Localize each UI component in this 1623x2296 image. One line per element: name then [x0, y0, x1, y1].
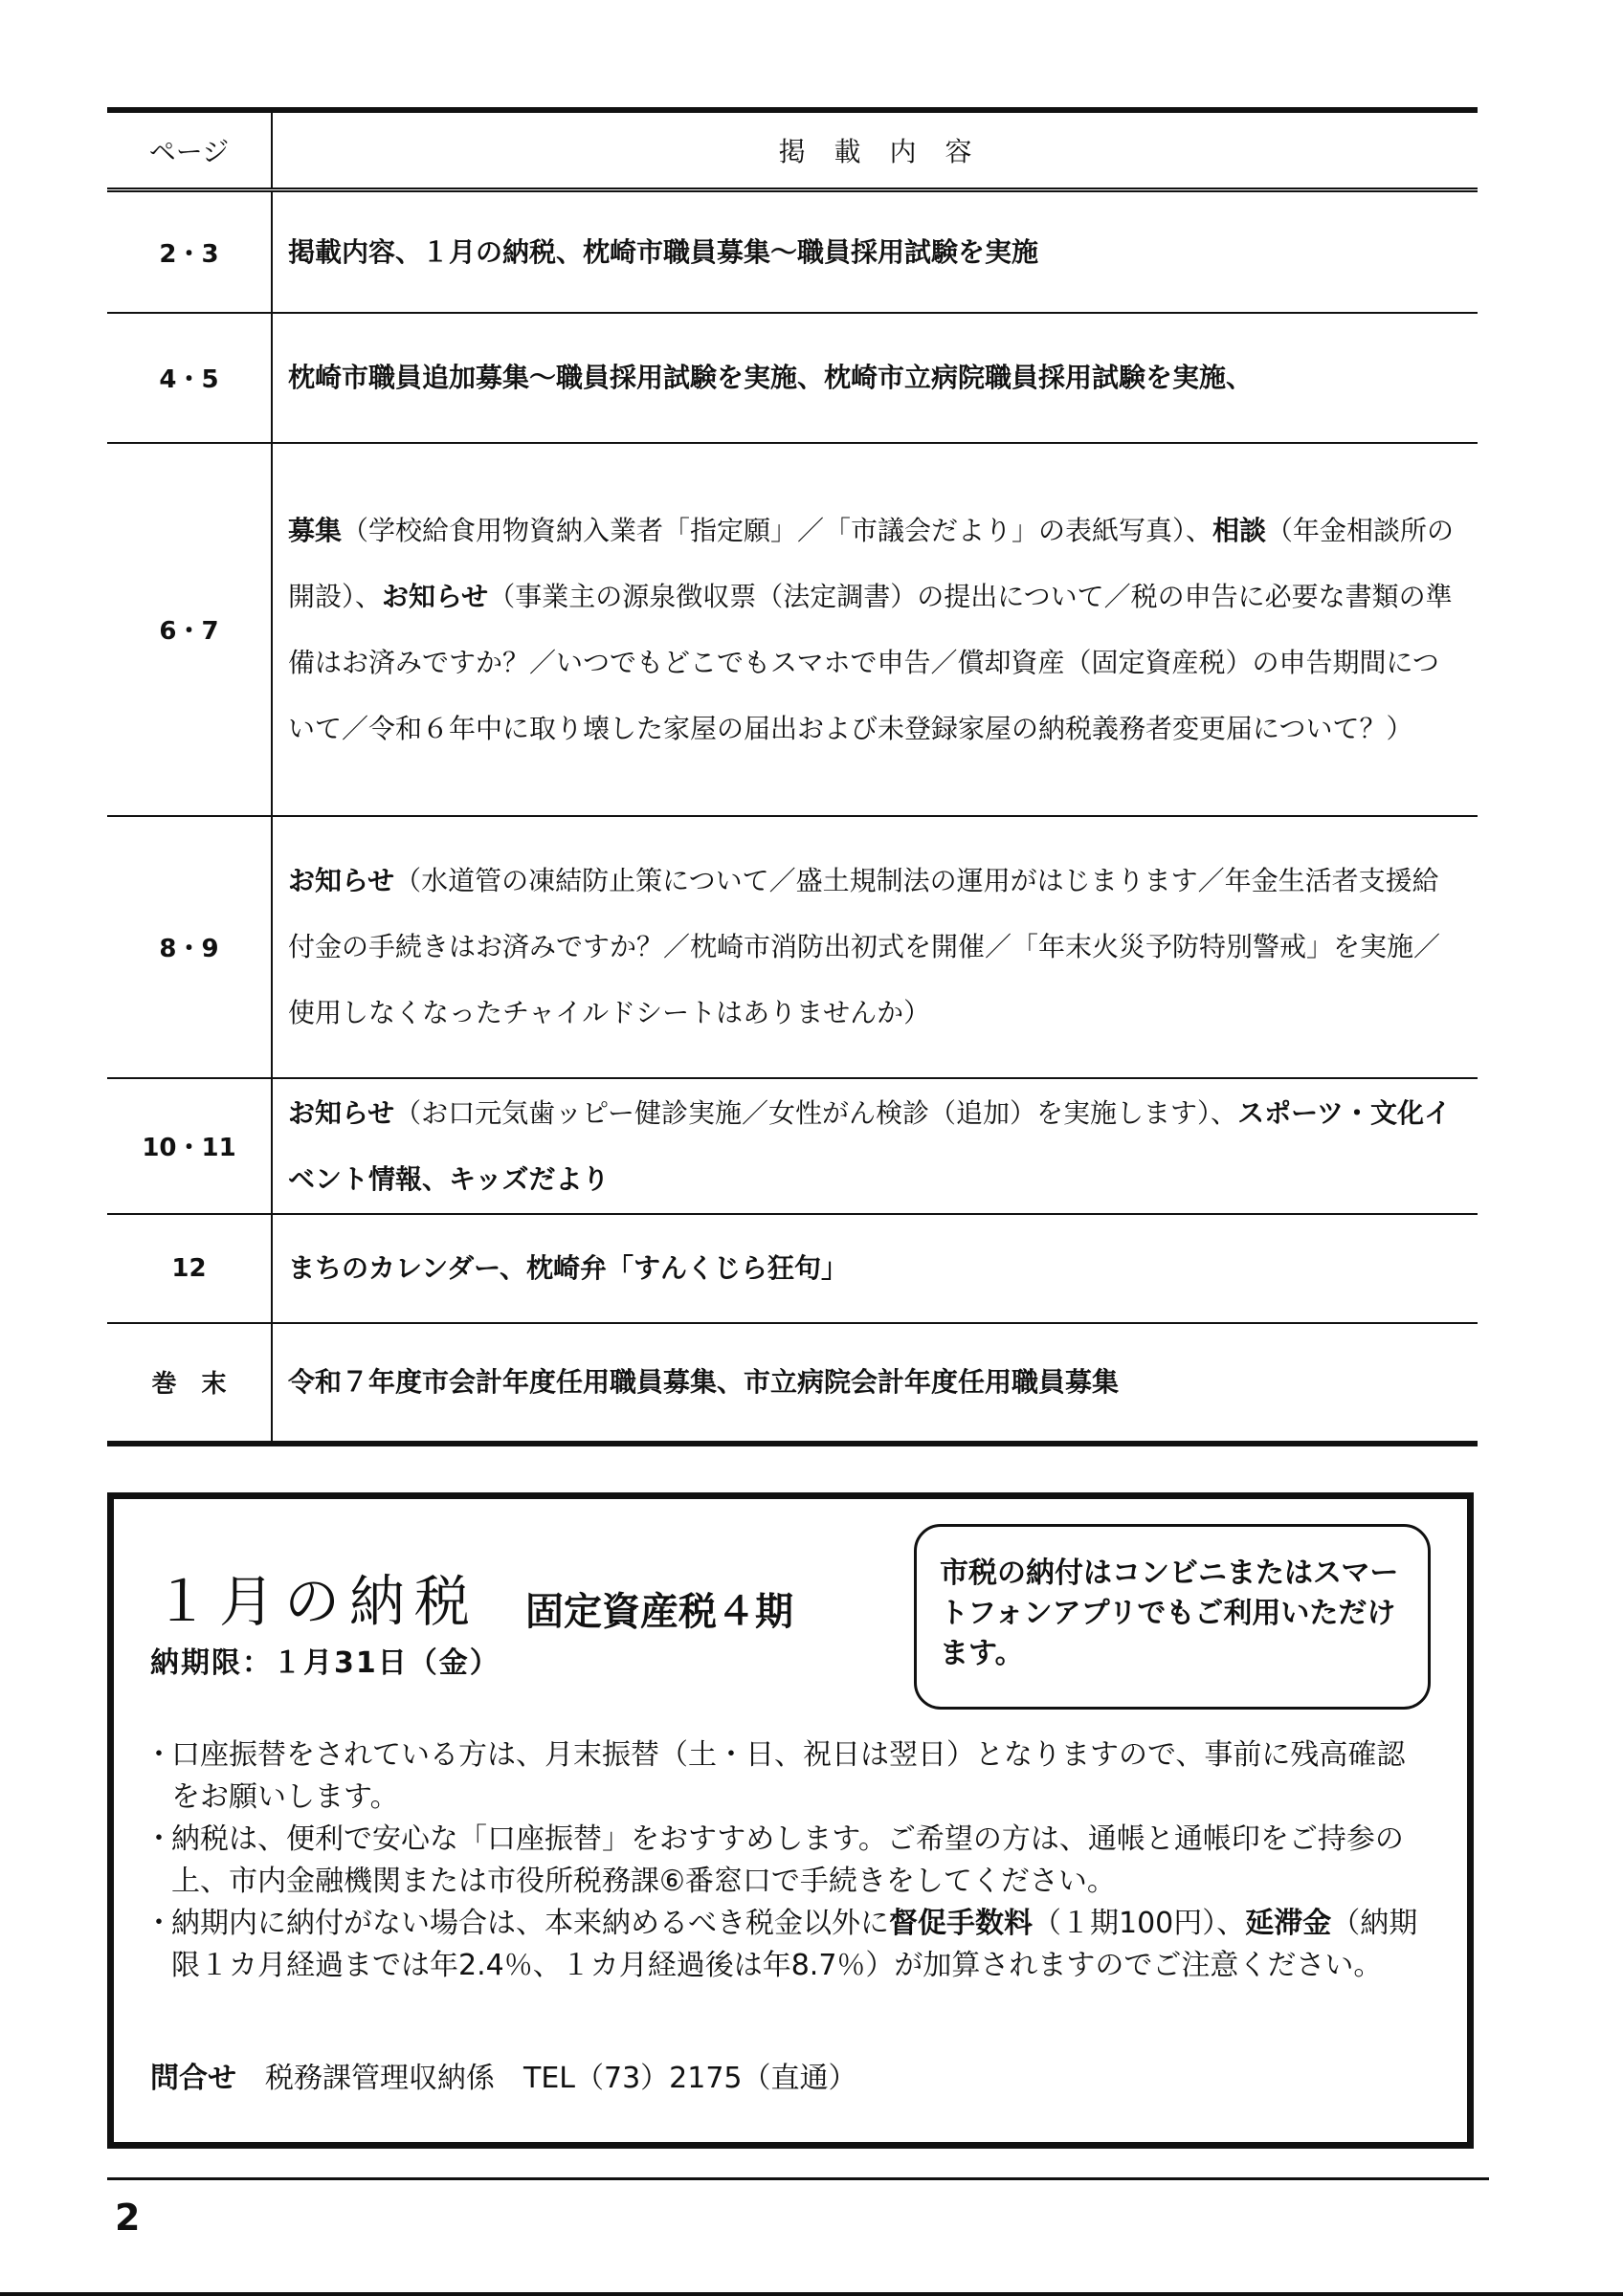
contents-table [107, 107, 1478, 1446]
row-content: 枕崎市職員追加募集～職員採用試験を実施、枕崎市立病院職員採用試験を実施、 [272, 313, 1478, 443]
contact-dept: 税務課管理収納係 [265, 2062, 495, 2095]
payment-callout: 市税の納付はコンビニまたはスマートフォンアプリでもご利用いただけます。 [914, 1524, 1431, 1710]
row-page: 6・7 [107, 443, 272, 816]
table-row [107, 190, 1478, 313]
notice-list [150, 1734, 1423, 1987]
contact-tel: TEL（73）2175（直通） [523, 2062, 857, 2095]
notice-subtitle: 固定資産税４期 [525, 1590, 793, 1634]
row-page: 4・5 [107, 313, 272, 443]
contact-label: 問合せ [150, 2062, 236, 2095]
list-item: ・ 納税は、便利で安心な「口座振替」をおすすめします。ご希望の方は、通帳と通帳印をご持参の上、市内金融機関または市役所税務課⑥番窓口で手続きをしてください。 [150, 1819, 1423, 1903]
row-page: 10・11 [107, 1078, 272, 1214]
table-row [107, 313, 1478, 443]
table-row [107, 816, 1478, 1078]
row-page: 8・9 [107, 816, 272, 1078]
header-page: ページ [107, 110, 272, 190]
table-row [107, 1214, 1478, 1323]
bottom-edge-line [0, 2292, 1623, 2296]
row-page: 2・3 [107, 190, 272, 313]
row-content: お知らせ（水道管の凍結防止策について／盛土規制法の運用がはじまります／年金生活者支援給付金の手続きはお済みですか？／枕崎市消防出初式を開催／「年末火災予防特別警戒」を実施／使用しなくなったチャイルドシートはありませんか） [272, 816, 1478, 1078]
row-content: 令和７年度市会計年度任用職員募集、市立病院会計年度任用職員募集 [272, 1323, 1478, 1444]
contact-info [150, 2054, 857, 2096]
table-row [107, 443, 1478, 816]
row-content: お知らせ（お口元気歯ッピー健診実施／女性がん検診（追加）を実施します）、スポーツ・文化イベント情報、キッズだより [272, 1078, 1478, 1214]
header-content: 掲載内容 [272, 110, 1478, 190]
table-row [107, 1078, 1478, 1214]
footer-divider [107, 2177, 1489, 2180]
row-content: まちのカレンダー、枕崎弁「すんくじら狂句」 [272, 1214, 1478, 1323]
row-content: 掲載内容、１月の納税、枕崎市職員募集～職員採用試験を実施 [272, 190, 1478, 313]
table-row [107, 1323, 1478, 1444]
tax-notice-box [107, 1492, 1474, 2149]
row-content: 募集（学校給食用物資納入業者「指定願」／「市議会だより」の表紙写真）、相談（年金相談所の開設）、お知らせ（事業主の源泉徴収票（法定調書）の提出について／税の申告に必要な書類の準備はお済みですか？／いつでもどこでもスマホで申告／償却資産（固定資産税）の申告期間について／令和６年中に取り壊した家屋の届出および未登録家屋の納税義務者変更届について？） [272, 443, 1478, 816]
list-item: ・ 納期内に納付がない場合は、本来納めるべき税金以外に督促手数料（１期100円）、延滞金（納期限１カ月経過までは年2.4％、１カ月経過後は年8.7％）が加算されますのでご注意ください。 [150, 1903, 1423, 1987]
page-number: 2 [115, 2197, 141, 2239]
row-page: 巻 末 [107, 1323, 272, 1444]
row-page: 12 [107, 1214, 272, 1323]
list-item: ・ 口座振替をされている方は、月末振替（土・日、祝日は翌日）となりますので、事前に残高確認をお願いします。 [150, 1734, 1423, 1819]
notice-deadline: 納期限：１月31日（金） [150, 1646, 500, 1680]
notice-title: １月の納税 [154, 1569, 480, 1634]
